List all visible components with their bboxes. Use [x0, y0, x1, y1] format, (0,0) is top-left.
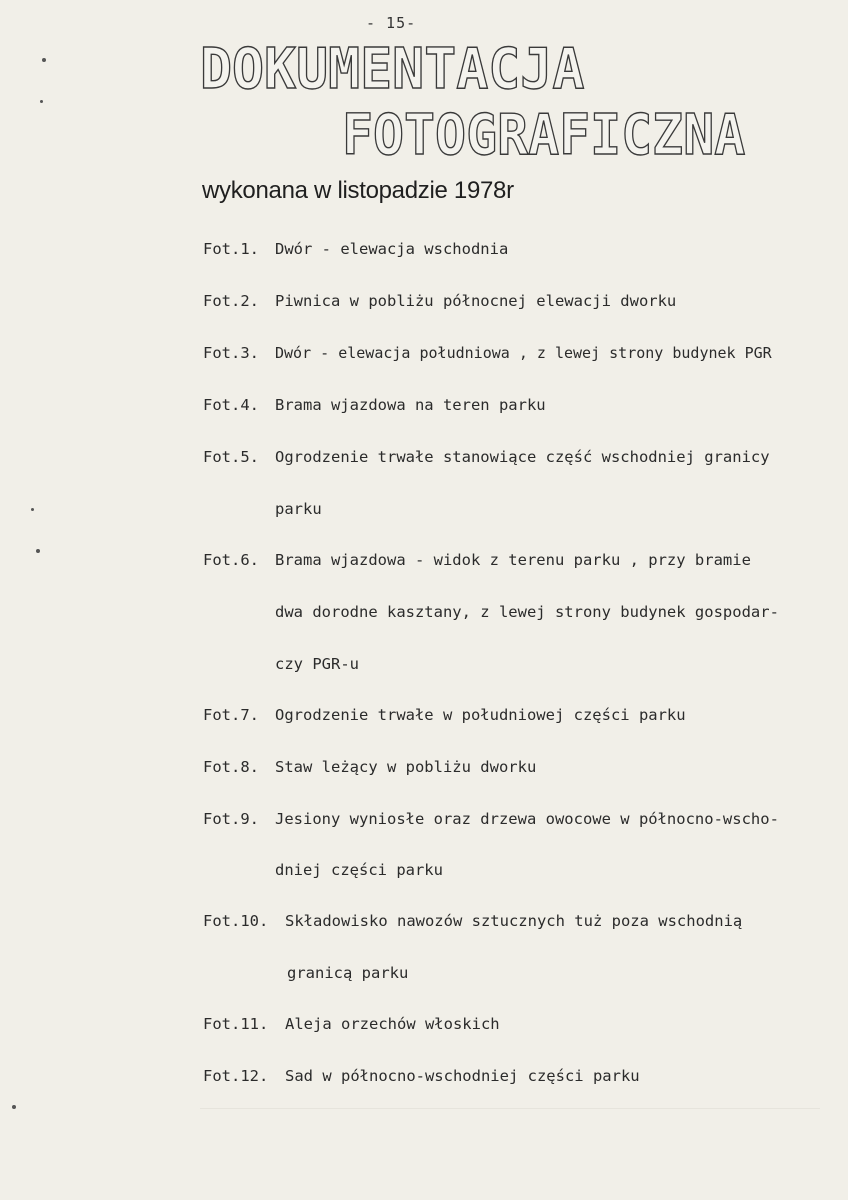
entry-label: Fot.7.	[203, 706, 259, 724]
entry-text: Dwór - elewacja wschodnia	[275, 240, 509, 258]
entry-continuation: czy PGR-u	[275, 655, 359, 673]
entry-text: Brama wjazdowa na teren parku	[275, 396, 546, 414]
entry-continuation: dniej części parku	[275, 861, 443, 879]
entry-text: Staw leżący w pobliżu dworku	[275, 758, 537, 776]
entry-continuation: parku	[275, 500, 322, 518]
faded-bleed-through	[200, 1108, 820, 1159]
entry-label: Fot.5.	[203, 448, 259, 466]
scan-speck	[42, 58, 46, 62]
scan-speck	[36, 549, 40, 553]
entry-text: Jesiony wyniosłe oraz drzewa owocowe w północno-wscho-	[275, 810, 779, 828]
entry-text: Sad w północno-wschodniej części parku	[285, 1067, 640, 1085]
entry-text: Aleja orzechów włoskich	[285, 1015, 500, 1033]
scan-speck	[31, 508, 34, 511]
title-line-2: FOTOGRAFICZNA	[342, 103, 746, 168]
entry-label: Fot.1.	[203, 240, 259, 258]
entry-label: Fot.8.	[203, 758, 259, 776]
subtitle: wykonana w listopadzie 1978r	[202, 177, 514, 204]
scan-speck	[12, 1105, 16, 1109]
entry-text: Piwnica w pobliżu północnej elewacji dworku	[275, 292, 677, 310]
title-line-1: DOKUMENTACJA	[200, 37, 585, 102]
entry-label: Fot.4.	[203, 396, 259, 414]
entry-label: Fot.11.	[203, 1015, 269, 1033]
entry-continuation: granicą parku	[287, 964, 409, 982]
entry-label: Fot.12.	[203, 1067, 269, 1085]
page-number: - 15-	[366, 14, 417, 32]
entry-text: Ogrodzenie trwałe stanowiące część wschodniej granicy	[275, 448, 770, 466]
entry-continuation: dwa dorodne kasztany, z lewej strony budynek gospodar-	[275, 603, 779, 621]
entry-label: Fot.2.	[203, 292, 259, 310]
entry-text: Składowisko nawozów sztucznych tuż poza wschodnią	[285, 912, 743, 930]
entry-label: Fot.6.	[203, 551, 259, 569]
entry-label: Fot.9.	[203, 810, 259, 828]
entry-label: Fot.3.	[203, 344, 259, 362]
scan-speck	[40, 100, 43, 103]
entry-text: Ogrodzenie trwałe w południowej części parku	[275, 706, 686, 724]
entry-label: Fot.10.	[203, 912, 269, 930]
entry-text: Brama wjazdowa - widok z terenu parku , przy bramie	[275, 551, 751, 569]
entry-text: Dwór - elewacja południowa , z lewej strony budynek PGR	[275, 344, 772, 362]
